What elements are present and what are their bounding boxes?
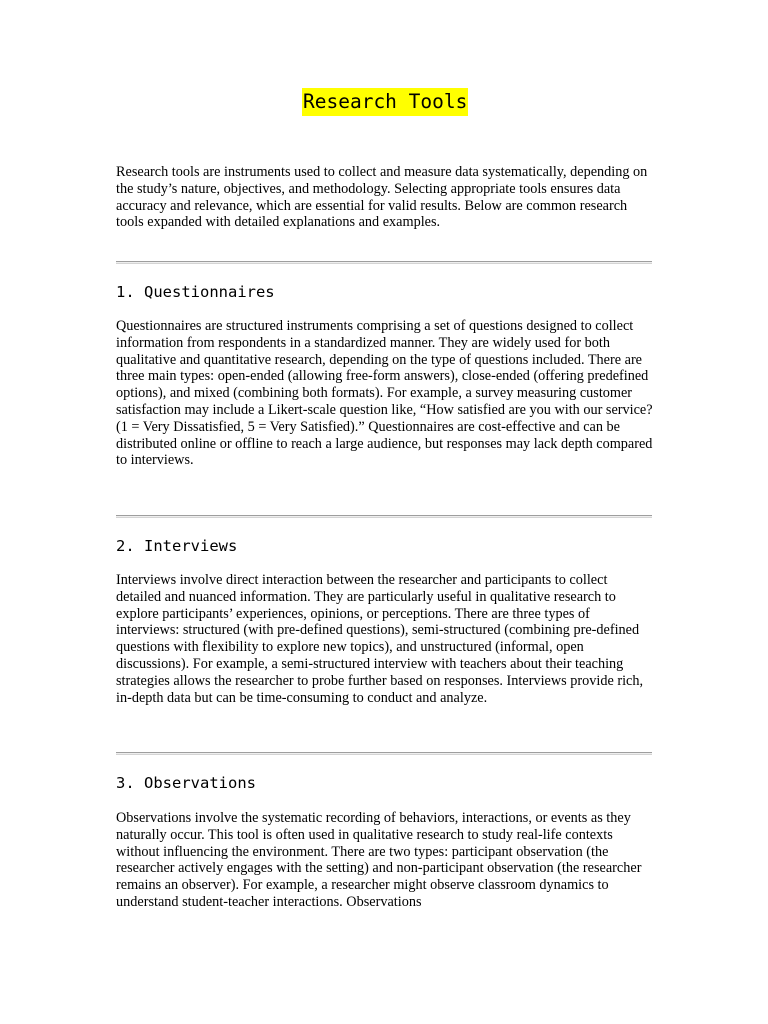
section-heading-questionnaires: 1. Questionnaires — [116, 283, 275, 301]
section-paragraph-observations: Observations involve the systematic recording of behaviors, interactions, or events as they naturally occur. This tool is often used in qualitative research to study real-life contexts without influencing the environment. There are two types: participant observation (the researcher actively engages with the setting) and non-participant observation (the researcher remains an observer). For example, a researcher might observe classroom dynamics to understand student-teacher interactions. Observations — [116, 810, 642, 910]
section-heading-interviews: 2. Interviews — [116, 537, 238, 555]
section-heading-observations: 3. Observations — [116, 774, 256, 792]
section-paragraph-questionnaires: Questionnaires are structured instruments comprising a set of questions designed to collect information from respondents in a standardized manner. They are widely used for both qualitative and quantitative research, depending on the type of questions included. There are three main types: open-ended (allowing free-form answers), close-ended (offering predefined options), and mixed (combining both formats). For example, a survey measuring customer satisfaction may include a Likert-scale question like, “How satisfied are you with our service? (1 = Very Dissatisfied, 5 = Very Satisfied).” Questionnaires are cost-effective and can be distributed online or offline to reach a large audience, but responses may lack depth compared to interviews. — [116, 318, 653, 469]
section-divider — [116, 515, 652, 517]
intro-paragraph: Research tools are instruments used to collect and measure data systematically, depending on the study’s nature, objectives, and methodology. Selecting appropriate tools ensures data accuracy and relevance, which are essential for valid results. Below are common research tools expanded with detailed explanations and examples. — [116, 164, 648, 231]
section-divider — [116, 752, 652, 754]
section-paragraph-interviews: Interviews involve direct interaction between the researcher and participants to collect detailed and nuanced information. They are particularly useful in qualitative research to explore participants’ experiences, opinions, or perceptions. There are three types of interviews: structured (with pre-defined questions), semi-structured (combining pre-defined questions with flexibility to explore new topics), and unstructured (informal, open discussions). For example, a semi-structured interview with teachers about their teaching strategies allows the researcher to probe further based on responses. Interviews provide rich, in-depth data but can be time-consuming to conduct and analyze. — [116, 572, 644, 706]
section-divider — [116, 261, 652, 263]
document-title: Research Tools — [302, 88, 468, 116]
